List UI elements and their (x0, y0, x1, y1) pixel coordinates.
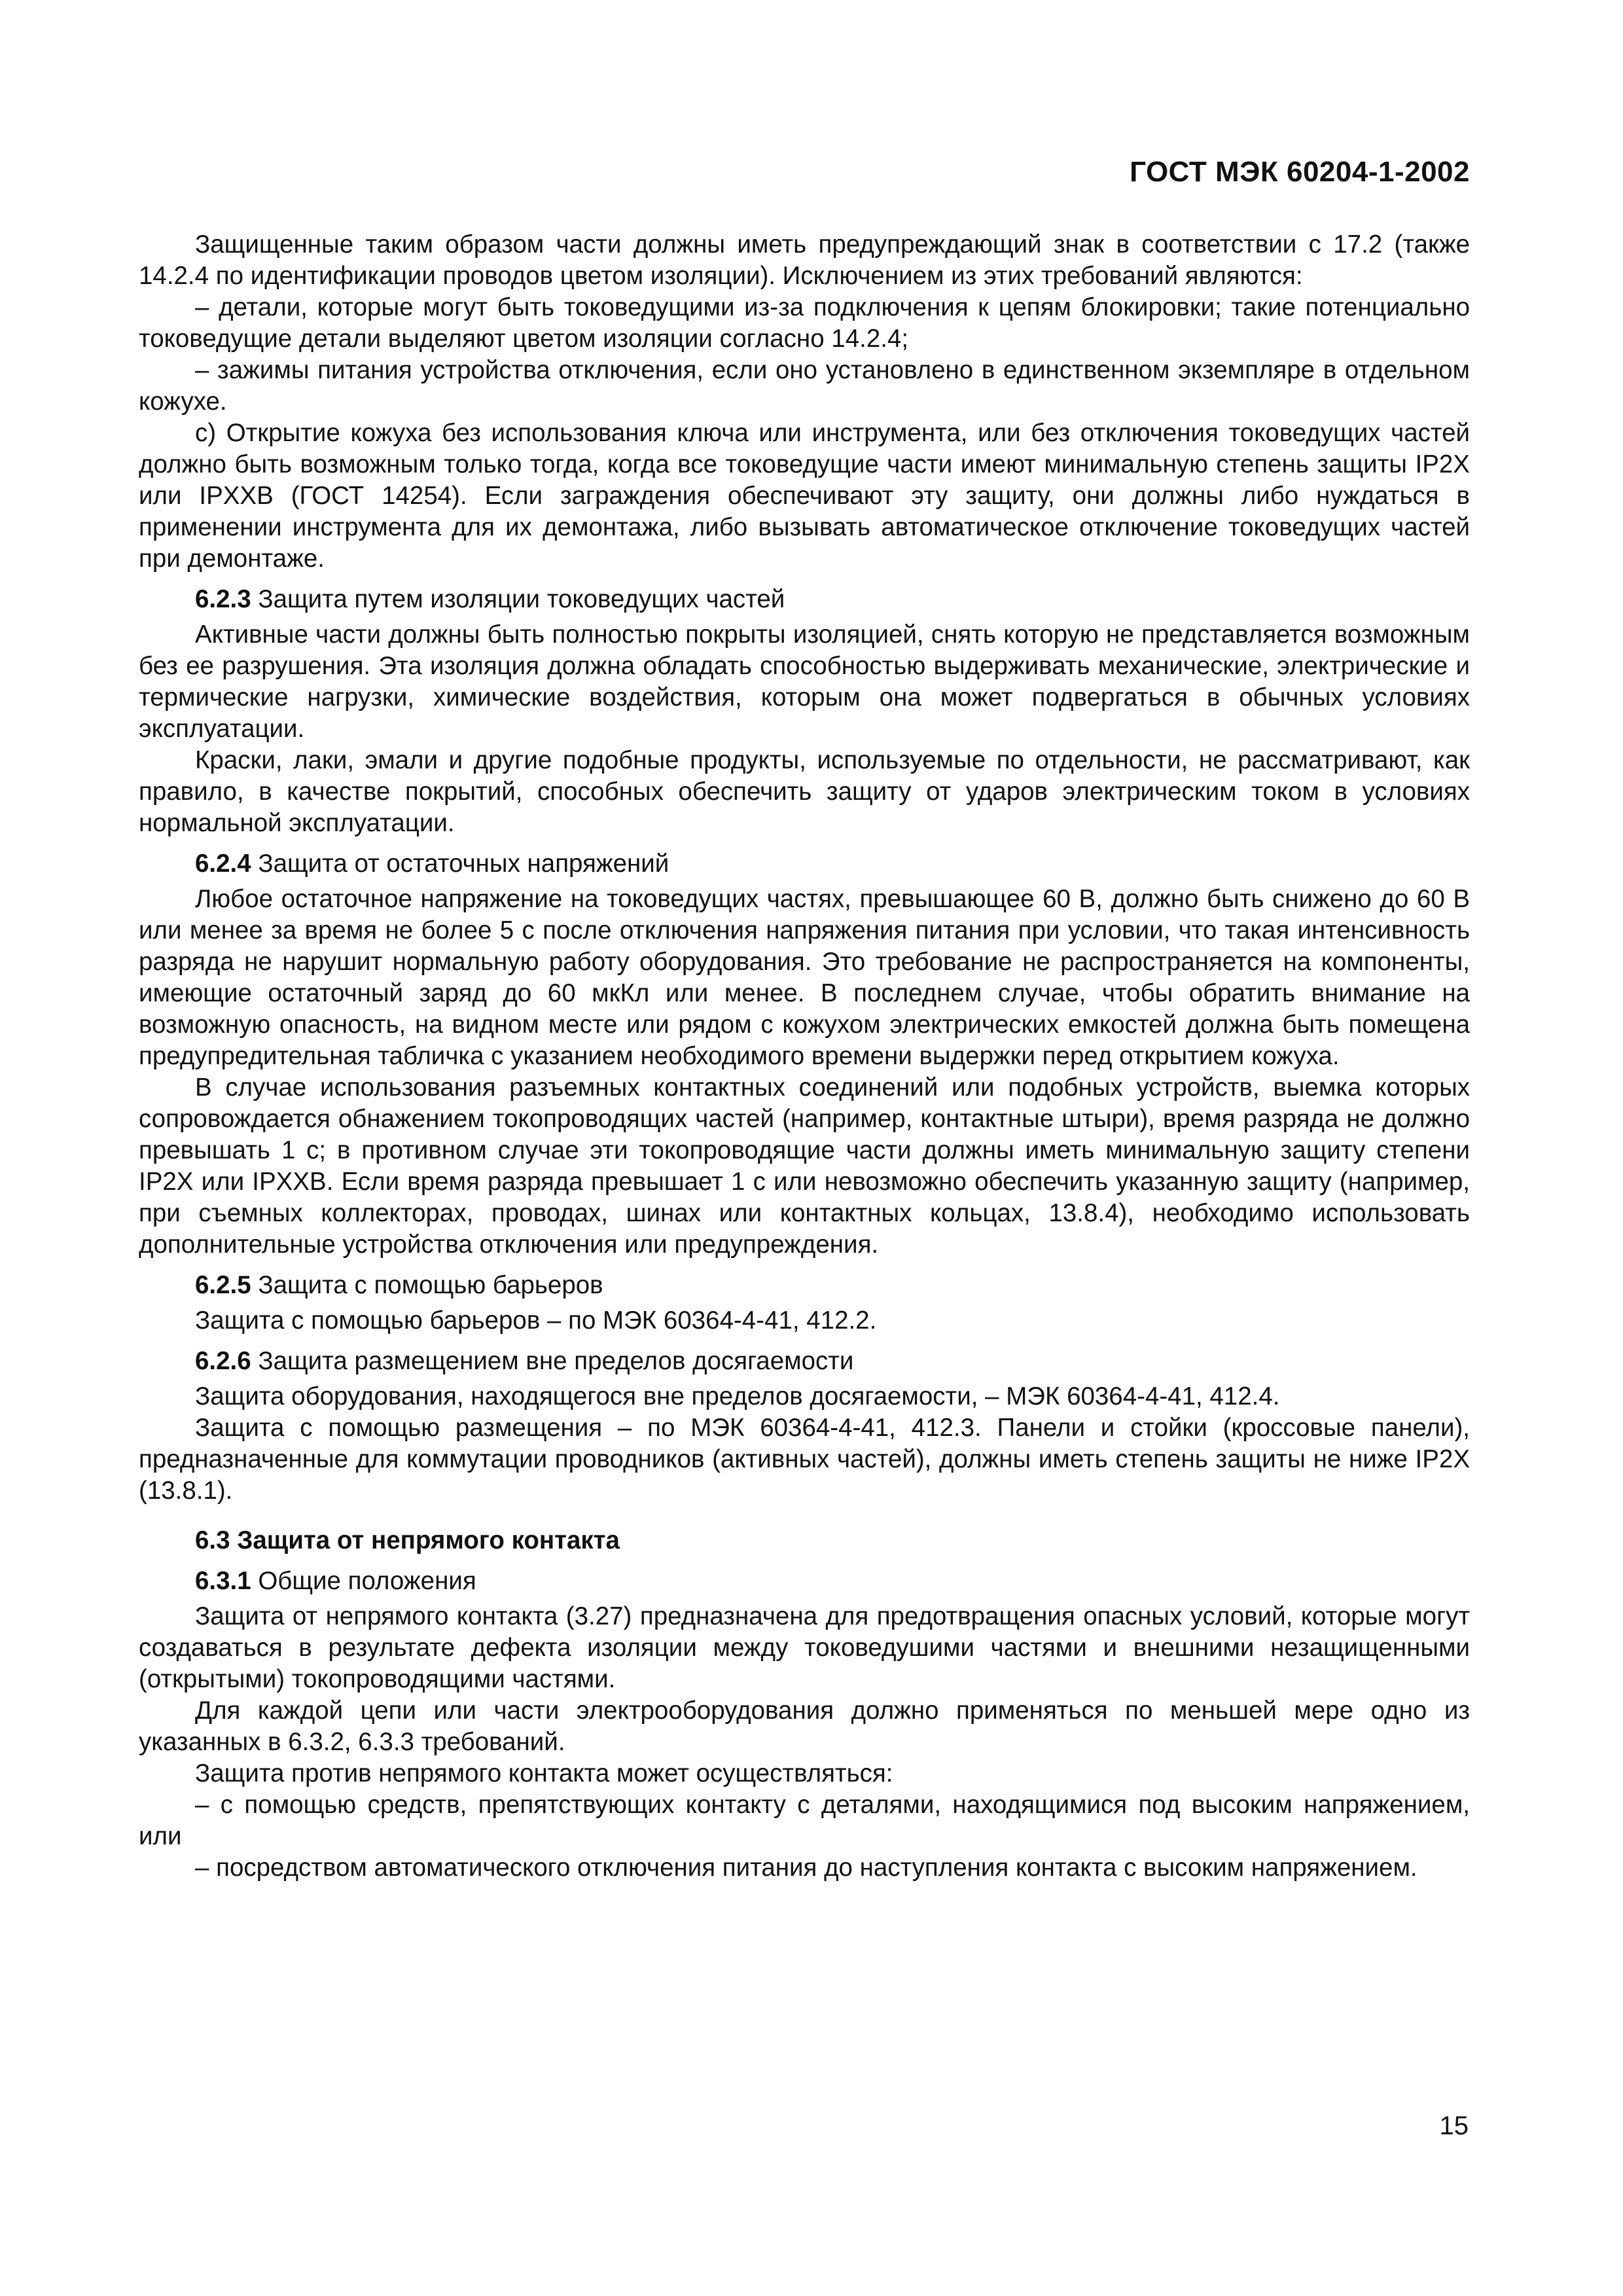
section-number: 6.2.3 (195, 585, 251, 613)
list-item: – посредством автоматического отключения питания до наступления контакта с высоким напряжением. (195, 1854, 1418, 1882)
section-heading-6-2-3 (139, 584, 1470, 615)
section-number: 6.2.4 (195, 850, 251, 878)
standard-header: ГОСТ МЭК 60204-1-2002 (1130, 156, 1470, 188)
section-title: Защита с помощью барьеров (251, 1271, 603, 1299)
section-heading-6-3-1 (139, 1566, 1470, 1597)
section-title: Защита размещением вне пределов досягаемости (251, 1347, 854, 1375)
section-title: Общие положения (251, 1567, 476, 1595)
paragraph: В случае использования разъемных контактных соединений или подобных устройств, выемка которых сопровождается обнажением токопроводящих частей (например, контактные штыри), время разряда не должно превышать 1 с; в противном случае эти токопроводящие части должны иметь минимальную защиту степени IP2X или IPXXB. Если время разряда превышает 1 с или невозможно обеспечить указанную защиту (например, при съемных коллекторах, проводах, шинах или контактных кольцах, 13.8.4), необходимо использовать дополнительные устройства отключения или предупреждения. (139, 1073, 1470, 1259)
paragraph: Защита с помощью барьеров – по МЭК 60364-4-41, 412.2. (195, 1306, 877, 1335)
list-item: – детали, которые могут быть токоведущими из-за подключения к цепям блокировки; такие потенциально токоведущие детали выделяют цветом изоляции согласно 14.2.4; (139, 293, 1470, 353)
section-title: Защита от остаточных напряжений (251, 850, 669, 878)
paragraph: Защита против непрямого контакта может осуществляться: (195, 1759, 893, 1787)
section-number: 6.2.5 (195, 1271, 251, 1299)
page-number: 15 (1439, 2111, 1469, 2140)
list-item: – с помощью средств, препятствующих контакту с деталями, находящимися под высоким напряжением, или (139, 1791, 1470, 1850)
paragraph: Любое остаточное напряжение на токоведущих частях, превышающее 60 В, должно быть снижено до 60 В или менее за время не более 5 с после отключения напряжения питания при условии, что такая интенсивность разряда не нарушит нормальную работу оборудования. Это требование не распространяется на компоненты, имеющие остаточный заряд до 60 мкКл или менее. В последнем случае, чтобы обратить внимание на возможную опасность, на видном месте или рядом с кожухом электрических емкостей должна быть помещена предупредительная табличка с указанием необходимого времени выдержки перед открытием кожуха. (139, 885, 1470, 1070)
list-item: – зажимы питания устройства отключения, если оно установлено в единственном экземпляре в отдельном кожухе. (139, 356, 1470, 416)
section-number: 6.3.1 (195, 1567, 251, 1595)
paragraph: Краски, лаки, эмали и другие подобные продукты, используемые по отдельности, не рассматривают, как правило, в качестве покрытий, способных обеспечить защиту от ударов электрическим током в условиях нормальной эксплуатации. (139, 746, 1470, 837)
paragraph: с) Открытие кожуха без использования ключа или инструмента, или без отключения токоведущих частей должно быть возможным только тогда, когда все токоведущие части имеют минимальную степень защиты IP2X или IPXXB (ГОСТ 14254). Если заграждения обеспечивают эту защиту, они должны либо нуждаться в применении инструмента для их демонтажа, либо вызывать автоматическое отключение токоведущих частей при демонтаже. (139, 419, 1470, 573)
paragraph: Для каждой цепи или части электрооборудования должно применяться по меньшей мере одно из указанных в 6.3.2, 6.3.3 требований. (139, 1696, 1470, 1756)
paragraph: Активные части должны быть полностью покрыты изоляцией, снять которую не представляется возможным без ее разрушения. Эта изоляция должна обладать способностью выдерживать механические, электрические и термические нагрузки, химические воздействия, которым она может подвергаться в обычных условиях эксплуатации. (139, 620, 1470, 743)
section-heading-6-3: 6.3 Защита от непрямого контакта (195, 1526, 620, 1554)
section-heading-6-2-5 (139, 1270, 1470, 1301)
section-heading-6-2-6 (139, 1346, 1470, 1377)
paragraph: Защищенные таким образом части должны иметь предупреждающий знак в соответствии с 17.2 (также 14.2.4 по идентификации проводов цветом изоляции). Исключением из этих требований являются: (139, 230, 1470, 290)
paragraph: Защита от непрямого контакта (3.27) предназначена для предотвращения опасных условий, которые могут создаваться в результате дефекта изоляции между токоведушими частями и внешними незащищенными (открытыми) токопроводящими частями. (139, 1602, 1470, 1693)
section-number: 6.2.6 (195, 1347, 251, 1375)
section-heading-6-2-4 (139, 848, 1470, 880)
document-body (139, 229, 1470, 1884)
paragraph: Защита с помощью размещения – по МЭК 60364-4-41, 412.3. Панели и стойки (кроссовые панели), предназначенные для коммутации проводников (активных частей), должны иметь степень защиты не ниже IP2X (13.8.1). (139, 1414, 1470, 1505)
paragraph: Защита оборудования, находящегося вне пределов досягаемости, – МЭК 60364-4-41, 412.4. (195, 1382, 1280, 1410)
section-title: Защита путем изоляции токоведущих частей (251, 585, 785, 613)
